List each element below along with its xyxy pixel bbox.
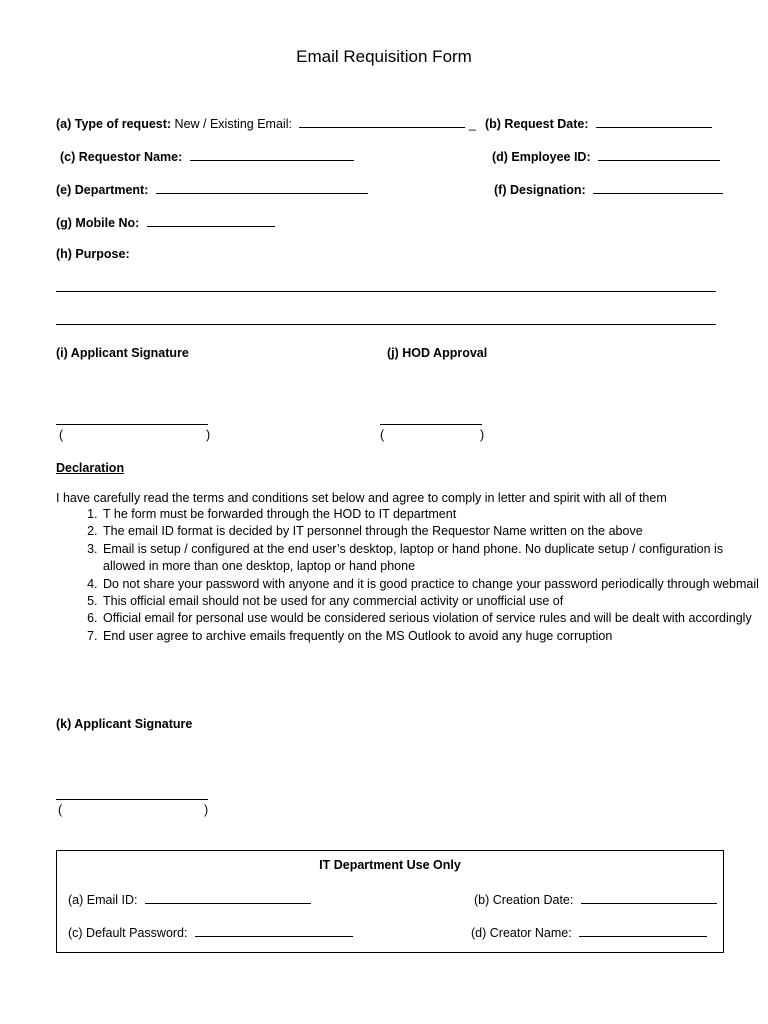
final-applicant-signature-line[interactable] <box>56 799 208 800</box>
applicant-name-paren-close: ) <box>206 428 211 442</box>
term-item: 7. End user agree to archive emails frequently on the MS Outlook to avoid any huge corruption <box>101 628 761 645</box>
it-creation-date-blank[interactable] <box>581 891 717 904</box>
department-field[interactable] <box>56 181 368 197</box>
type-of-request-blank[interactable] <box>299 115 465 128</box>
employee-id-field[interactable] <box>492 148 720 164</box>
it-department-title: IT Department Use Only <box>319 858 461 872</box>
employee-id-blank[interactable] <box>598 148 720 161</box>
mobile-no-blank[interactable] <box>147 214 275 227</box>
purpose-line-1[interactable] <box>56 291 716 292</box>
term-item: 4. Do not share your password with anyone and it is good practice to change your password periodically through webmail <box>101 576 761 593</box>
request-date-blank[interactable] <box>596 115 712 128</box>
type-of-request-label: (a) Type of request: <box>56 117 172 131</box>
request-date-label: (b) Request Date: <box>485 117 589 131</box>
it-default-password-label: (c) Default Password: <box>68 926 188 940</box>
applicant-name-paren-open: ( <box>59 428 64 442</box>
it-creator-name-label: (d) Creator Name: <box>471 926 572 940</box>
employee-id-label: (d) Employee ID: <box>492 150 591 164</box>
it-department-box <box>56 850 724 953</box>
term-item: 6. Official email for personal use would be considered serious violation of service rules and will be dealt with accordingly <box>101 610 761 627</box>
department-blank[interactable] <box>156 181 368 194</box>
hod-signature-line[interactable] <box>380 424 482 425</box>
declaration-heading: Declaration <box>56 461 125 475</box>
type-of-request-trailing: _ <box>468 117 476 131</box>
applicant-signature-label: (i) Applicant Signature <box>56 346 189 360</box>
it-creation-date-field[interactable] <box>474 891 717 907</box>
hod-name-paren-open: ( <box>380 428 385 442</box>
mobile-no-label: (g) Mobile No: <box>56 216 140 230</box>
form-title: Email Requisition Form <box>296 47 472 66</box>
it-email-id-field[interactable] <box>68 891 311 907</box>
final-applicant-signature-label: (k) Applicant Signature <box>56 717 193 731</box>
applicant-signature-line[interactable] <box>56 424 208 425</box>
final-applicant-paren-close: ) <box>204 803 209 817</box>
designation-blank[interactable] <box>593 181 723 194</box>
hod-approval-label: (j) HOD Approval <box>387 346 488 360</box>
it-creator-name-blank[interactable] <box>579 924 707 937</box>
request-date-field[interactable] <box>485 115 712 131</box>
it-email-id-label: (a) Email ID: <box>68 893 138 907</box>
term-item: 3. Email is setup / configured at the end user’s desktop, laptop or hand phone. No duplicate setup / configuration is allowed in more than one desktop, laptop or hand phone <box>101 541 761 576</box>
requestor-name-blank[interactable] <box>190 148 354 161</box>
it-creation-date-label: (b) Creation Date: <box>474 893 574 907</box>
term-item: 1. T he form must be forwarded through the HOD to IT department <box>101 506 761 523</box>
term-item: 5. This official email should not be used for any commercial activity or unofficial use of <box>101 593 761 610</box>
final-applicant-paren-open: ( <box>58 803 63 817</box>
it-email-id-blank[interactable] <box>145 891 311 904</box>
department-label: (e) Department: <box>56 183 149 197</box>
it-default-password-field[interactable] <box>68 924 353 940</box>
requestor-name-field[interactable] <box>60 148 354 164</box>
designation-label: (f) Designation: <box>494 183 586 197</box>
type-of-request-options: New / Existing Email: <box>174 117 292 131</box>
designation-field[interactable] <box>494 181 723 197</box>
purpose-line-2[interactable] <box>56 324 716 325</box>
it-default-password-blank[interactable] <box>195 924 353 937</box>
it-creator-name-field[interactable] <box>471 924 707 940</box>
term-item: 2. The email ID format is decided by IT personnel through the Requestor Name written on the above <box>101 523 761 540</box>
hod-name-paren-close: ) <box>480 428 485 442</box>
terms-list <box>56 506 761 645</box>
mobile-no-field[interactable] <box>56 214 275 230</box>
declaration-intro: I have carefully read the terms and conditions set below and agree to comply in letter and spirit with all of them <box>56 491 667 505</box>
type-of-request-field[interactable] <box>56 115 476 131</box>
purpose-label: (h) Purpose: <box>56 247 130 261</box>
requestor-name-label: (c) Requestor Name: <box>60 150 183 164</box>
